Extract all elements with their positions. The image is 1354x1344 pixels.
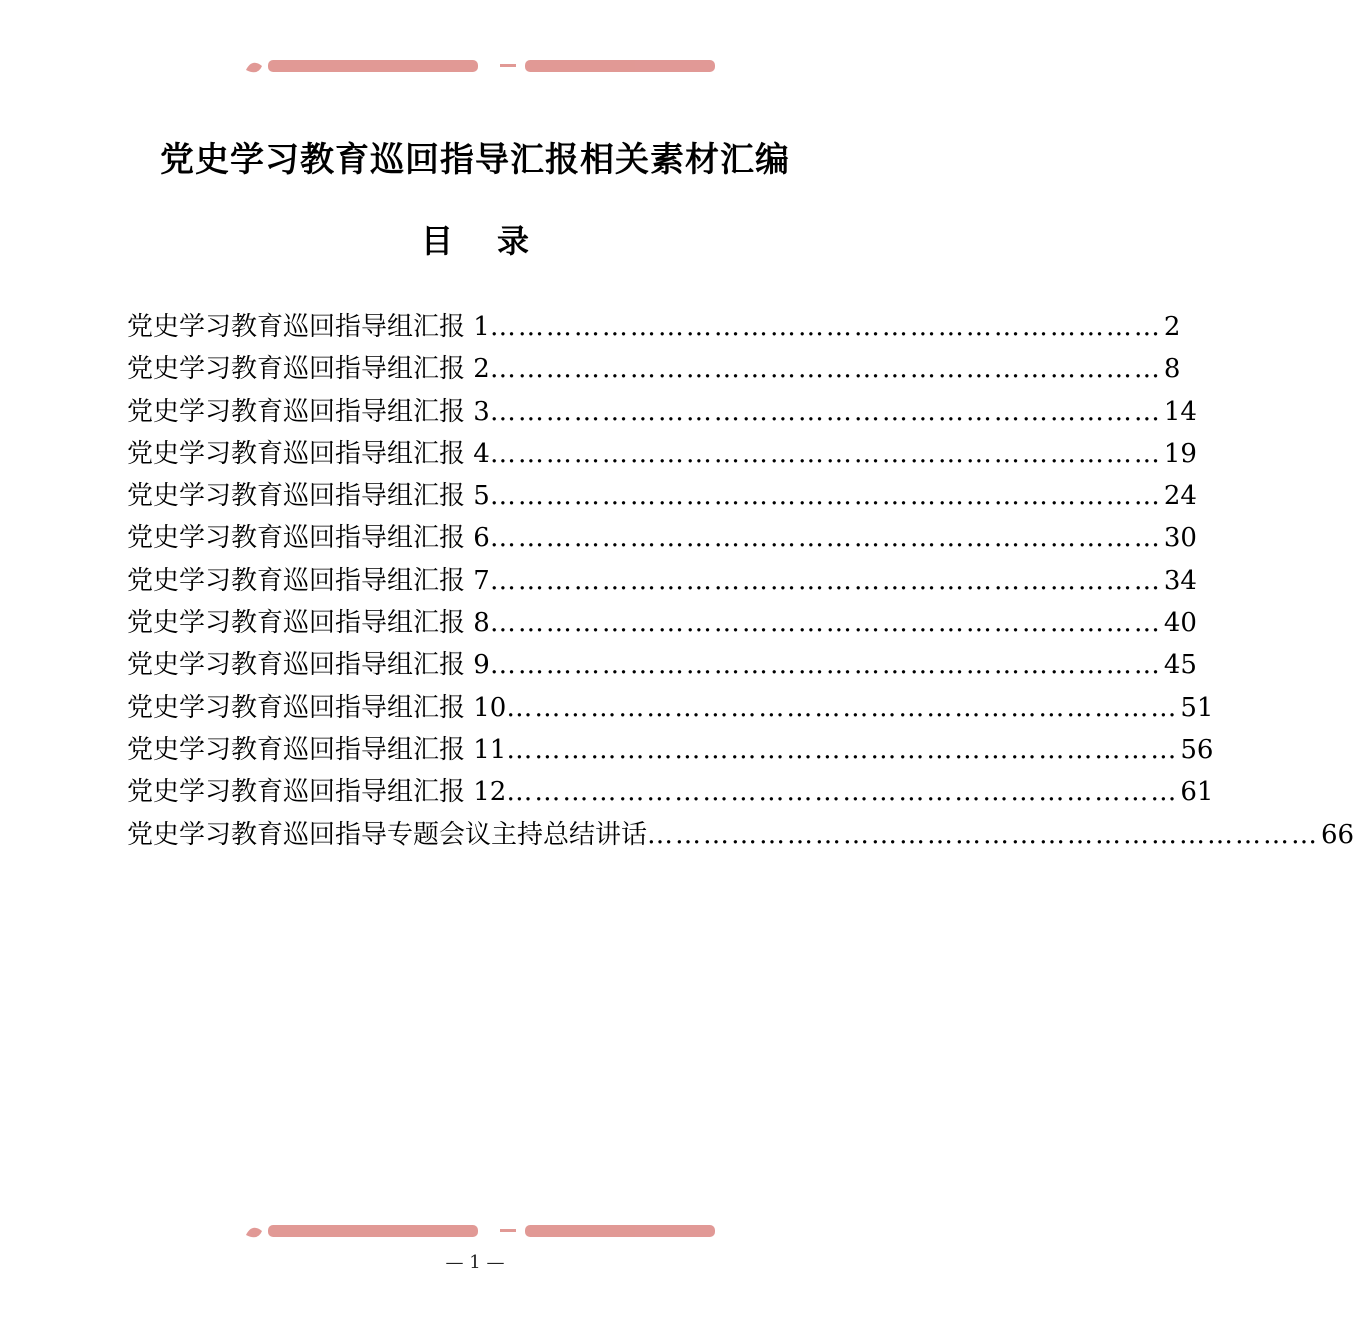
toc-entry[interactable] (127, 771, 1214, 813)
toc-entry-title: 党史学习教育巡回指导组汇报 5 (127, 481, 490, 512)
page-number: — 1 — (445, 1252, 505, 1273)
toc-heading-char-2: 录 (497, 222, 530, 260)
toc-leader: ……………………………………………………………… (489, 312, 1162, 342)
footer-watermark (0, 1215, 950, 1245)
toc-entry-title: 党史学习教育巡回指导组汇报 9 (127, 650, 490, 681)
toc-leader: ……………………………………………………………… (489, 523, 1162, 554)
toc-entry-title: 党史学习教育巡回指导组汇报 11 (127, 734, 507, 765)
toc-entry-title: 党史学习教育巡回指导组汇报 4 (127, 438, 490, 469)
toc-entry-page: 19 (1163, 438, 1197, 469)
toc-entry[interactable] (127, 814, 1354, 856)
toc-leader: ……………………………………………………………… (489, 481, 1162, 512)
toc-leader: ……………………………………………………………… (647, 819, 1320, 850)
toc-entry-page: 8 (1163, 354, 1181, 385)
toc-leader: ……………………………………………………………… (489, 438, 1162, 469)
toc-entry-page: 61 (1180, 777, 1214, 808)
toc-entry[interactable] (127, 560, 1197, 602)
toc-entry-page: 14 (1163, 396, 1197, 427)
toc-entry[interactable] (127, 517, 1197, 559)
toc-entry-page: 45 (1163, 650, 1197, 681)
header-watermark (0, 50, 950, 80)
toc-entry[interactable] (127, 391, 1197, 433)
toc-entry[interactable] (127, 433, 1197, 475)
toc-heading-char-1: 目 (420, 222, 453, 260)
toc-leader: ……………………………………………………………… (489, 396, 1162, 427)
toc-entry-page: 2 (1163, 312, 1181, 342)
toc-entry-page: 51 (1180, 692, 1214, 723)
toc-entry-title: 党史学习教育巡回指导专题会议主持总结讲话 (127, 819, 648, 850)
toc-entry[interactable] (127, 348, 1181, 390)
toc-entry[interactable] (127, 306, 1181, 348)
toc-entry-page: 24 (1163, 481, 1197, 512)
toc-leader: ……………………………………………………………… (489, 565, 1162, 596)
toc-entry-page: 30 (1163, 523, 1197, 554)
toc-entry-page: 66 (1321, 819, 1354, 850)
toc-entry-title: 党史学习教育巡回指导组汇报 3 (127, 396, 490, 427)
toc-entry[interactable] (127, 687, 1214, 729)
toc-entry-title: 党史学习教育巡回指导组汇报 7 (127, 565, 490, 596)
toc-entry[interactable] (127, 644, 1197, 686)
toc-entry-title: 党史学习教育巡回指导组汇报 12 (127, 777, 507, 808)
toc-entry-page: 34 (1163, 565, 1197, 596)
table-of-contents (127, 306, 1354, 856)
toc-entry-title: 党史学习教育巡回指导组汇报 6 (127, 523, 490, 554)
toc-leader: ……………………………………………………………… (489, 608, 1162, 639)
toc-leader: ……………………………………………………………… (506, 777, 1179, 808)
toc-entry[interactable] (127, 602, 1197, 644)
toc-entry-title: 党史学习教育巡回指导组汇报 1 (127, 312, 490, 342)
toc-entry[interactable] (127, 475, 1197, 517)
toc-leader: ……………………………………………………………… (489, 650, 1162, 681)
toc-entry[interactable] (127, 729, 1214, 771)
toc-leader: ……………………………………………………………… (489, 354, 1162, 385)
toc-leader: ……………………………………………………………… (506, 692, 1179, 723)
toc-leader: ……………………………………………………………… (506, 734, 1179, 765)
toc-heading (0, 218, 950, 264)
toc-entry-title: 党史学习教育巡回指导组汇报 8 (127, 608, 490, 639)
toc-entry-title: 党史学习教育巡回指导组汇报 10 (127, 692, 507, 723)
toc-entry-page: 56 (1180, 734, 1214, 765)
toc-entry-title: 党史学习教育巡回指导组汇报 2 (127, 354, 490, 385)
toc-entry-page: 40 (1163, 608, 1197, 639)
document-title: 党史学习教育巡回指导汇报相关素材汇编 (160, 140, 790, 180)
